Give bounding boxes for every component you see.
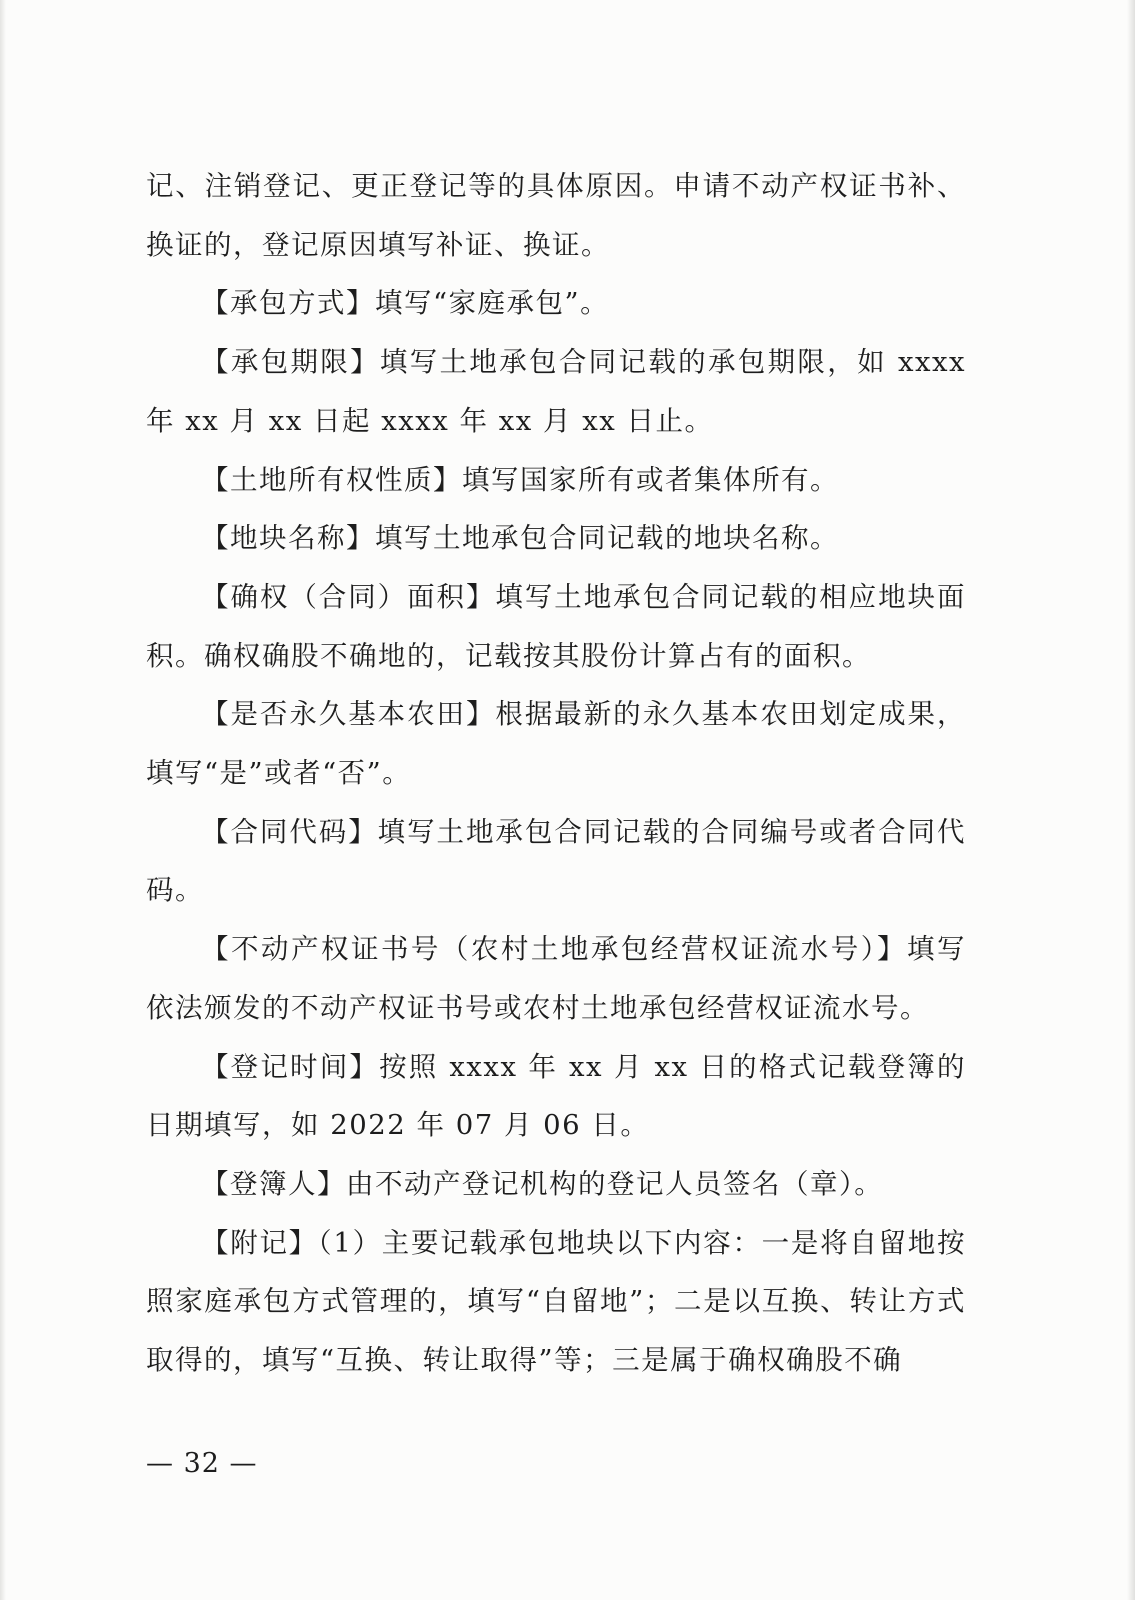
paragraph: 【合同代码】填写土地承包合同记载的合同编号或者合同代码。: [146, 815, 966, 907]
paragraph: 【是否永久基本农田】根据最新的永久基本农田划定成果，填写“是”或者“否”。: [146, 698, 966, 790]
scan-edge-left: [0, 0, 6, 1600]
paragraph: 【确权（合同）面积】填写土地承包合同记载的相应地块面积。确权确股不确地的，记载按其股份计算占有的面积。: [146, 580, 966, 672]
paragraph: 【承包方式】填写“家庭承包”。: [201, 287, 610, 320]
paragraph: 【登记时间】按照 xxxx 年 xx 月 xx 日的格式记载登簿的日期填写，如 2022 年 07 月 06 日。: [146, 1050, 966, 1142]
document-body: [146, 157, 966, 1390]
page-number: — 32 —: [146, 1448, 258, 1479]
scan-edge-right: [1127, 0, 1135, 1600]
paragraph: 【承包期限】填写土地承包合同记载的承包期限，如 xxxx 年 xx 月 xx 日起 xxxx 年 xx 月 xx 日止。: [146, 346, 966, 437]
paragraph: 【地块名称】填写土地承包合同记载的地块名称。: [201, 522, 839, 555]
paragraph: 【不动产权证书号（农村土地承包经营权证流水号）】填写依法颁发的不动产权证书号或农村土地承包经营权证流水号。: [146, 933, 966, 1024]
paragraph: 【土地所有权性质】填写国家所有或者集体所有。: [201, 463, 839, 496]
paragraph: 【登簿人】由不动产登记机构的登记人员签名（章）。: [201, 1167, 884, 1200]
paragraph: 记、注销登记、更正登记等的具体原因。申请不动产权证书补、换证的，登记原因填写补证、换证。: [146, 170, 966, 261]
paragraph: 【附记】（1）主要记载承包地块以下内容：一是将自留地按照家庭承包方式管理的，填写“自留地”；二是以互换、转让方式取得的，填写“互换、转让取得”等；三是属于确权确股不确: [146, 1226, 966, 1377]
